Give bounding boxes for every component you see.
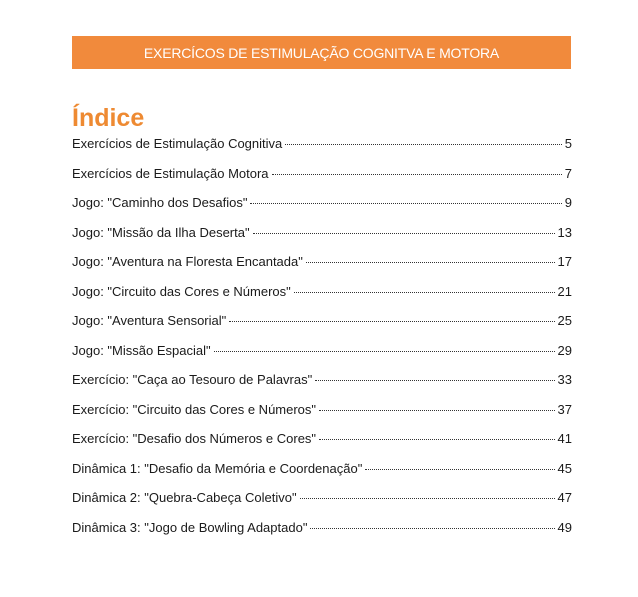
dot-leader bbox=[229, 320, 554, 322]
dot-leader bbox=[214, 350, 555, 352]
toc-entry-page: 33 bbox=[557, 372, 572, 387]
toc-entry-title: Exercício: "Desafio dos Números e Cores" bbox=[72, 431, 317, 446]
toc-entry[interactable] bbox=[72, 370, 572, 400]
toc-entry-page: 47 bbox=[557, 490, 572, 505]
toc-entry-page: 37 bbox=[557, 401, 572, 417]
toc-entry-title: Jogo: "Aventura na Floresta Encantada" bbox=[72, 254, 303, 269]
toc-list bbox=[72, 134, 572, 547]
toc-entry-page: 49 bbox=[557, 519, 572, 535]
dot-leader bbox=[365, 468, 554, 470]
toc-entry[interactable] bbox=[72, 252, 572, 282]
dot-leader bbox=[250, 202, 561, 204]
toc-entry-title: Jogo: "Aventura Sensorial" bbox=[72, 313, 227, 328]
toc-entry-title: Dinâmica 1: "Desafio da Memória e Coordenação" bbox=[72, 460, 363, 476]
dot-leader bbox=[315, 379, 554, 381]
toc-entry[interactable] bbox=[72, 488, 572, 518]
toc-entry[interactable] bbox=[72, 429, 572, 459]
toc-entry-page: 25 bbox=[557, 313, 572, 328]
toc-heading: Índice bbox=[72, 104, 145, 132]
dot-leader bbox=[300, 497, 555, 499]
toc-entry-page: 13 bbox=[557, 224, 572, 240]
toc-entry-page: 21 bbox=[557, 283, 572, 299]
toc-entry-title: Dinâmica 3: "Jogo de Bowling Adaptado" bbox=[72, 519, 308, 535]
toc-entry[interactable] bbox=[72, 459, 572, 489]
header-title: EXERCÍCOS DE ESTIMULAÇÃO COGNITVA E MOTORA bbox=[143, 44, 500, 61]
dot-leader bbox=[285, 143, 562, 145]
toc-entry[interactable] bbox=[72, 311, 572, 341]
toc-entry-page: 41 bbox=[557, 431, 572, 446]
dot-leader bbox=[253, 232, 555, 234]
toc-entry-page: 5 bbox=[564, 136, 572, 151]
dot-leader bbox=[306, 261, 555, 263]
toc-entry-title: Jogo: "Missão Espacial" bbox=[72, 342, 211, 358]
dot-leader bbox=[319, 438, 554, 440]
toc-entry-page: 9 bbox=[564, 195, 572, 210]
toc-entry-page: 17 bbox=[557, 254, 572, 269]
dot-leader bbox=[310, 527, 554, 529]
dot-leader bbox=[294, 291, 555, 293]
toc-entry-title: Jogo: "Caminho dos Desafios" bbox=[72, 195, 248, 210]
toc-entry[interactable] bbox=[72, 223, 572, 253]
dot-leader bbox=[319, 409, 555, 411]
toc-entry-title: Dinâmica 2: "Quebra-Cabeça Coletivo" bbox=[72, 490, 297, 505]
toc-entry[interactable] bbox=[72, 282, 572, 312]
toc-entry[interactable] bbox=[72, 164, 572, 194]
toc-entry[interactable] bbox=[72, 134, 572, 164]
dot-leader bbox=[272, 173, 562, 175]
toc-entry[interactable] bbox=[72, 400, 572, 430]
toc-entry-title: Exercícios de Estimulação Motora bbox=[72, 165, 269, 181]
toc-entry-title: Exercício: "Caça ao Tesouro de Palavras" bbox=[72, 372, 313, 387]
toc-entry-page: 7 bbox=[564, 165, 572, 181]
toc-entry-page: 45 bbox=[557, 460, 572, 476]
toc-entry-title: Jogo: "Missão da Ilha Deserta" bbox=[72, 224, 250, 240]
toc-entry-title: Jogo: "Circuito das Cores e Números" bbox=[72, 283, 291, 299]
toc-entry-title: Exercício: "Circuito das Cores e Números" bbox=[72, 401, 317, 417]
toc-entry[interactable] bbox=[72, 341, 572, 371]
toc-entry[interactable] bbox=[72, 518, 572, 548]
toc-entry[interactable] bbox=[72, 193, 572, 223]
toc-entry-page: 29 bbox=[557, 342, 572, 358]
toc-entry-title: Exercícios de Estimulação Cognitiva bbox=[72, 136, 283, 151]
header-banner bbox=[72, 36, 571, 69]
